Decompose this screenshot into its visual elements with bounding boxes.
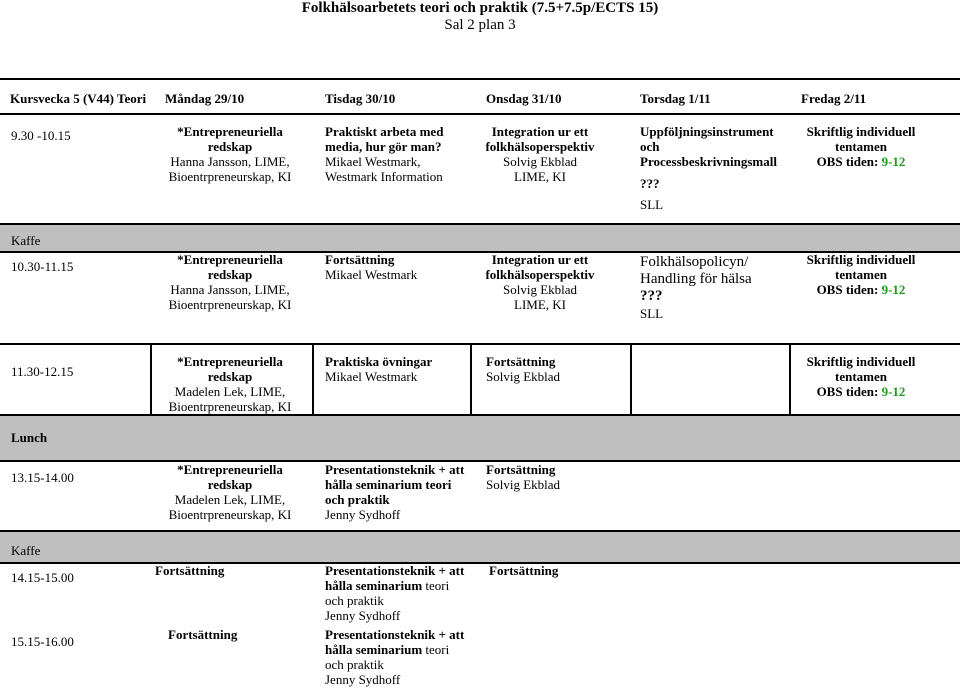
- header-bottom-border: [0, 113, 960, 115]
- row1-monday: *Entrepreneuriella redskap Hanna Jansson, LIME, Bioentrpreneurskap, KI: [168, 124, 292, 184]
- header-friday: Fredag 2/11: [801, 91, 867, 106]
- row3-wednesday: Fortsättning Solvig Ekblad: [486, 354, 561, 384]
- row4-time: 13.15-14.00: [11, 470, 74, 485]
- row5-tuesday: Presentationsteknik + att hålla seminarium teori och praktik Jenny Sydhoff: [325, 563, 465, 623]
- row1-tuesday: Praktiskt arbeta med media, hur gör man? Mikael Westmark, Westmark Information: [325, 124, 444, 184]
- header-wednesday: Onsdag 31/10: [486, 91, 562, 106]
- row4-wednesday: Fortsättning Solvig Ekblad: [486, 462, 561, 492]
- page-title: Folkhälsoarbetets teori och praktik (7.5+7.5p/ECTS 15): [301, 0, 659, 16]
- header-thursday: Torsdag 1/11: [640, 91, 711, 106]
- row3-monday: *Entrepreneuriella redskap Madelen Lek, LIME, Bioentrpreneurskap, KI: [168, 354, 292, 414]
- lunch-label: Lunch: [11, 430, 48, 445]
- coffee-break-label-2: Kaffe: [11, 543, 41, 558]
- row3-tuesday: Praktiska övningar Mikael Westmark: [325, 354, 433, 384]
- room-subtitle: Sal 2 plan 3: [444, 17, 516, 33]
- row4-tuesday: Presentationsteknik + att hålla seminarium teori och praktik Jenny Sydhoff: [325, 462, 465, 522]
- row2-time: 10.30-11.15: [11, 259, 74, 274]
- coffee-break-band-2: [0, 532, 960, 562]
- header-monday: Måndag 29/10: [165, 91, 245, 106]
- row4-monday: *Entrepreneuriella redskap Madelen Lek, LIME, Bioentrpreneurskap, KI: [168, 462, 292, 522]
- row2-tuesday: Fortsättning Mikael Westmark: [325, 252, 418, 282]
- row3-time: 11.30-12.15: [11, 364, 74, 379]
- row2-friday: Skriftlig individuell tentamen OBS tiden: 9-12: [806, 252, 916, 297]
- row3-friday: Skriftlig individuell tentamen OBS tiden: 9-12: [806, 354, 916, 399]
- row5-time: 14.15-15.00: [11, 570, 74, 585]
- table-top-border: [0, 78, 960, 80]
- row5-wednesday: Fortsättning: [489, 563, 559, 578]
- row1-thursday: Uppföljningsinstrument och Processbeskrivningsmall ??? SLL: [640, 124, 777, 212]
- row5-monday: Fortsättning: [155, 563, 225, 578]
- coffee-break-label: Kaffe: [11, 233, 41, 248]
- row1-time: 9.30 -10.15: [11, 128, 71, 143]
- header-tuesday: Tisdag 30/10: [325, 91, 396, 106]
- row1-friday: Skriftlig individuell tentamen OBS tiden: 9-12: [806, 124, 916, 169]
- row2-thursday: Folkhälsopolicyn/ Handling för hälsa ??? SLL: [640, 254, 752, 321]
- row2-monday: *Entrepreneuriella redskap Hanna Jansson, LIME, Bioentrpreneurskap, KI: [168, 252, 292, 312]
- row2-wednesday: Integration ur ett folkhälsoperspektiv Solvig Ekblad LIME, KI: [485, 252, 595, 312]
- coffee-break-band: [0, 225, 960, 251]
- header-week: Kursvecka 5 (V44) Teori: [10, 91, 147, 106]
- row6-time: 15.15-16.00: [11, 634, 74, 649]
- lunch-band: [0, 416, 960, 460]
- row1-wednesday: Integration ur ett folkhälsoperspektiv Solvig Ekblad LIME, KI: [485, 124, 595, 184]
- row6-tuesday: Presentationsteknik + att hålla seminarium teori och praktik Jenny Sydhoff: [325, 627, 465, 687]
- row6-monday: Fortsättning: [168, 627, 238, 642]
